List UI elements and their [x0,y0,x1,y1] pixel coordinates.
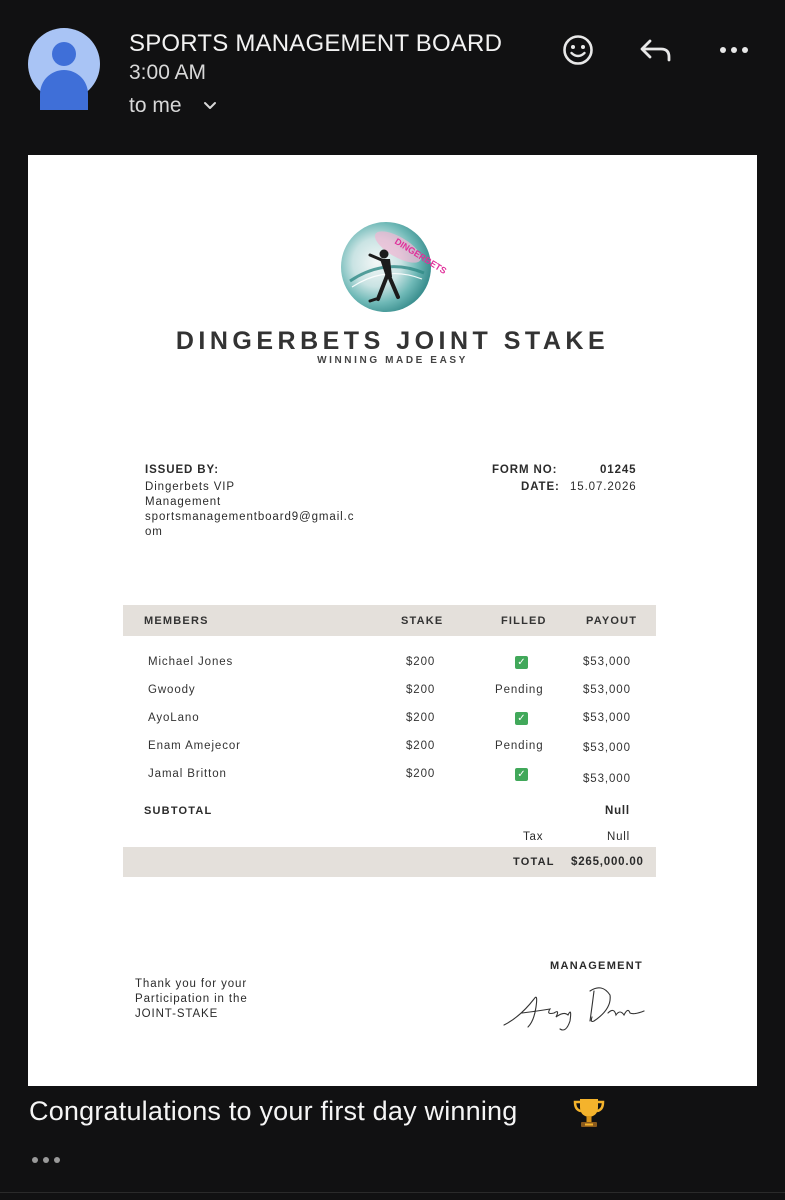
total-label: TOTAL [513,856,555,868]
stake-value: $200 [406,768,436,780]
sender-avatar[interactable] [28,28,100,100]
sent-time: 3:00 AM [129,61,207,84]
issued-by-email: sportsmanagementboard9@gmail.c [145,511,355,523]
member-name: Enam Amejecor [148,740,241,752]
payout-value: $53,000 [583,656,631,668]
document-title: DINGERBETS JOINT STAKE [175,327,610,355]
form-no-label: FORM NO: [492,464,558,476]
payout-value: $53,000 [583,773,631,785]
member-name: Jamal Britton [148,768,227,780]
total-value: $265,000.00 [571,856,644,868]
member-name: Gwoody [148,684,196,696]
column-header-payout: PAYOUT [586,615,638,627]
subtotal-label: SUBTOTAL [144,805,213,817]
subtotal-value: Null [605,805,630,817]
issued-by-email-continued: om [145,526,163,538]
avatar-body-shape [40,70,88,110]
payout-value: $53,000 [583,712,631,724]
payout-value: $53,000 [583,742,631,754]
issued-by-line: Management [145,496,222,508]
issued-by-line: Dingerbets VIP [145,481,235,493]
thanks-note-line: Participation in the [135,993,248,1005]
filled-check-icon: ✓ [515,656,528,669]
filled-check-icon: ✓ [515,712,528,725]
management-label: MANAGEMENT [550,960,644,972]
reply-icon[interactable] [636,30,676,70]
trophy-icon [571,1094,607,1130]
stake-value: $200 [406,712,436,724]
tax-label: Tax [523,831,544,843]
filled-status-pending: Pending [495,740,544,752]
form-no-value: 01245 [600,464,637,476]
message-text: Congratulations to your first day winning [29,1096,518,1126]
tax-value: Null [607,831,631,843]
avatar-head-shape [52,42,76,66]
sender-name[interactable]: SPORTS MANAGEMENT BOARD [129,30,503,57]
show-trimmed-content-icon[interactable] [31,1154,63,1166]
emoji-icon[interactable] [558,30,598,70]
divider [0,1192,785,1193]
column-header-stake: STAKE [401,615,444,627]
date-value: 15.07.2026 [570,481,637,493]
stake-value: $200 [406,684,436,696]
thanks-note-line: Thank you for your [135,978,248,990]
handwritten-signature [498,977,658,1037]
stake-value: $200 [406,740,436,752]
svg-text:DINGERBETS: DINGERBETS [392,236,449,276]
filled-check-icon: ✓ [515,768,528,781]
thanks-note-line: JOINT-STAKE [135,1008,219,1020]
payout-value: $53,000 [583,684,631,696]
stake-value: $200 [406,656,436,668]
recipient-label[interactable]: to me [129,94,182,117]
document-subtitle: WINNING MADE EASY [317,355,468,366]
issued-by-label: ISSUED BY: [145,464,219,476]
chevron-down-icon[interactable] [202,98,218,114]
column-header-members: MEMBERS [144,615,209,627]
column-header-filled: FILLED [501,615,547,627]
member-name: AyoLano [148,712,200,724]
filled-status-pending: Pending [495,684,544,696]
more-options-icon[interactable] [714,30,754,70]
stake-document-image[interactable] [28,155,757,1086]
member-name: Michael Jones [148,656,234,668]
dingerbets-logo [340,221,449,313]
date-label: DATE: [521,481,560,493]
